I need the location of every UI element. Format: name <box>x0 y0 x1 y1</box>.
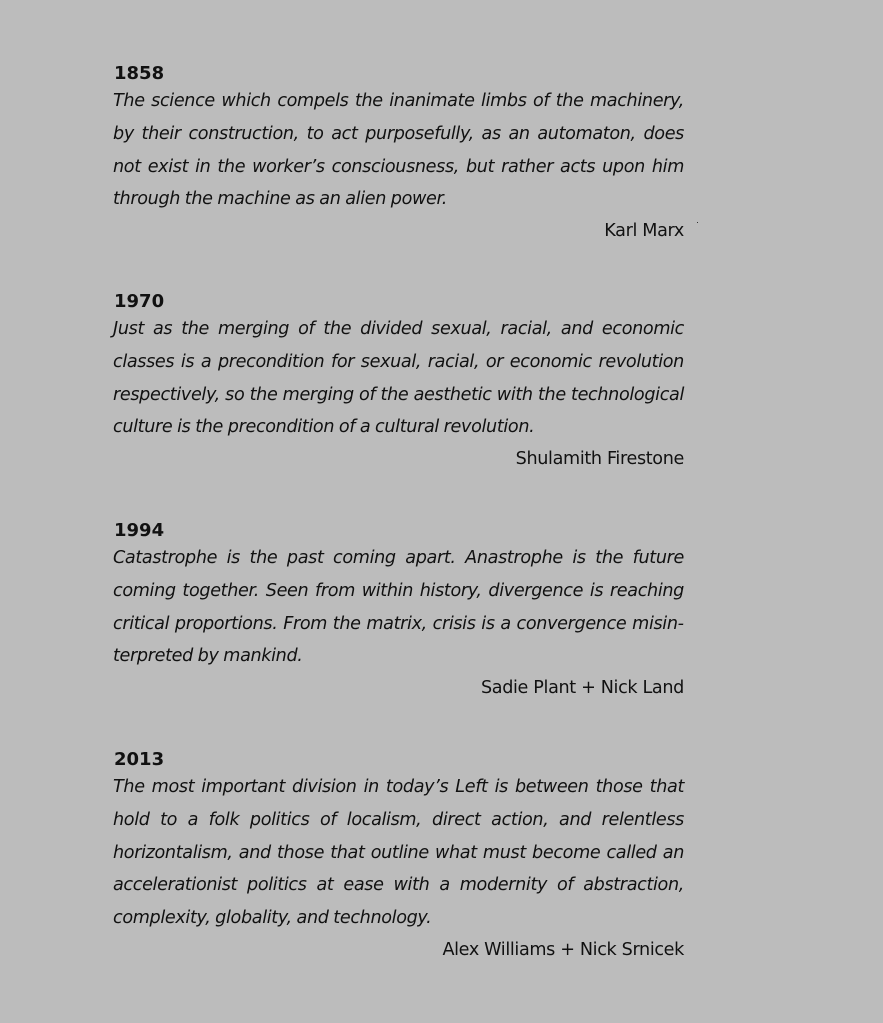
quote-entry <box>113 749 684 965</box>
quote-entry <box>113 291 684 474</box>
quote-year: 2013 <box>114 749 165 770</box>
quote-text: Just as the merging of the divided sexual, racial, and economic classes is a precondition for sexual, racial, or economic revolution respectively, so the merging of the aesthetic with the technological culture is the precondition of a cultural revolution. <box>113 319 684 438</box>
quote-author: Sadie Plant + Nick Land <box>480 678 684 699</box>
quote-year: 1994 <box>114 520 165 541</box>
quote-text: The science which compels the inanimate limbs of the machinery, by their construction, to act purposefully, as an automaton, does not exist in the worker’s consciousness, but rather acts upon him through the machine as an alien power. <box>113 91 684 210</box>
quote-author: Shulamith Firestone <box>515 449 684 470</box>
quote-author: Karl Marx <box>604 221 684 242</box>
quote-entry <box>113 63 684 246</box>
stray-dot <box>697 222 698 223</box>
quote-author: Alex Williams + Nick Srnicek <box>442 939 684 960</box>
quote-entry <box>113 520 684 703</box>
quote-text: Catastrophe is the past coming apart. Anastrophe is the future coming together. Seen from within history, divergence is reaching critical proportions. From the matrix, crisis is a convergence misinterpreted by mankind. <box>113 548 684 667</box>
quote-text: The most important division in today’s Left is between those that hold to a folk politics of localism, direct action, and relentless horizontalism, and those that outline what must become called an accelerationist politics at ease with a modernity of abstraction, complexity, globality, and technology. <box>113 777 684 929</box>
quote-year: 1970 <box>114 291 165 312</box>
quote-year: 1858 <box>114 63 165 84</box>
